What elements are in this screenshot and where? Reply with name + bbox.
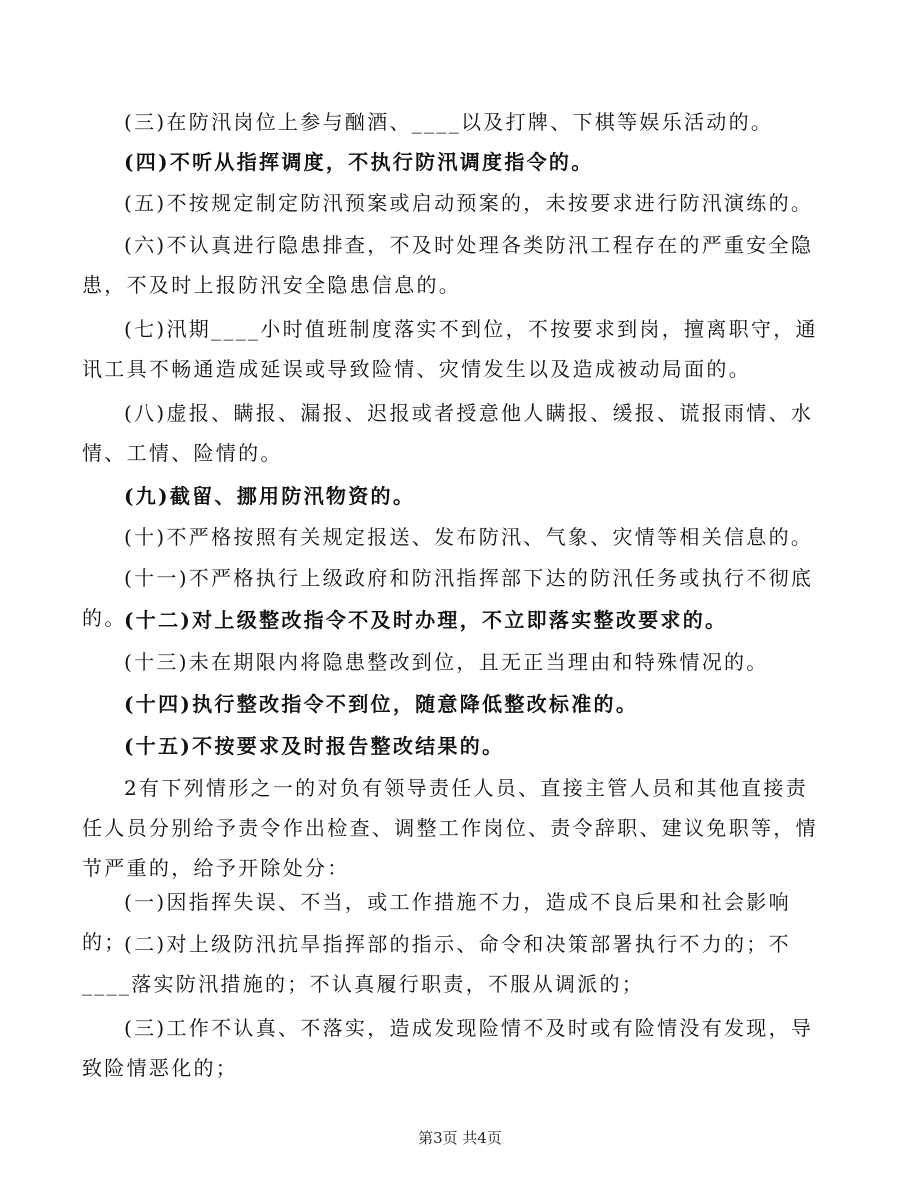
paragraph-item-3-drinking: (三)在防汛岗位上参与酗酒、____以及打牌、下棋等娱乐活动的。 <box>124 110 774 134</box>
paragraph-sub-2-execution: (二)对上级防汛抗旱指挥部的指示、命令和决策部署执行不力的；不____落实防汛措施的；不认真履行职责，不服从调派的； <box>82 932 791 996</box>
paragraph-sub-3-negligence: (三)工作不认真、不落实，造成发现险情不及时或有险情没有发现，导致险情恶化的； <box>82 1016 814 1080</box>
paragraph-item-8-report: (八)虚报、瞒报、漏报、迟报或者授意他人瞒报、缓报、谎报雨情、水情、工情、险情的。 <box>82 401 814 465</box>
paragraph-sub-1-command-error: (一)因指挥失误、不当，或工作措施不力，造成不良后果和社会影响的； <box>82 890 791 954</box>
paragraph-item-10-info: (十)不严格按照有关规定报送、发布防汛、气象、灾情等相关信息的。 <box>124 525 814 549</box>
paragraph-item-5-plan: (五)不按规定制定防汛预案或启动预案的，未按要求进行防汛演练的。 <box>124 191 814 215</box>
paragraph-item-6-hazard: (六)不认真进行隐患排查，不及时处理各类防汛工程存在的严重安全隐患，不及时上报防汛安全隐患信息的。 <box>82 233 814 297</box>
paragraph-section-2-intro: 2有下列情形之一的对负有领导责任人员、直接主管人员和其他直接责任人员分别给予责令作出检查、调整工作岗位、责令辞职、建议免职等，情节严重的，给予开除处分： <box>82 776 818 880</box>
page-footer: 第3页 共4页 <box>418 1129 502 1147</box>
paragraph-item-15-result: (十五)不按要求及时报告整改结果的。 <box>124 734 505 758</box>
paragraph-item-13-deadline: (十三)未在期限内将隐患整改到位，且无正当理由和特殊情况的。 <box>124 650 769 674</box>
paragraph-item-11-tasks: (十一)不严格执行上级政府和防汛指挥部下达的防汛任务或执行不彻底的。 <box>82 566 814 630</box>
paragraph-item-14-standard: (十四)执行整改指令不到位，随意降低整改标准的。 <box>124 692 639 716</box>
paragraph-item-12-rectify: (十二)对上级整改指令不及时办理，不立即落实整改要求的。 <box>124 608 728 632</box>
paragraph-item-7-duty: (七)汛期____小时值班制度落实不到位，不按要求到岗，擅离职守，通讯工具不畅通造成延误或导致险情、灾情发生以及造成被动局面的。 <box>82 317 818 381</box>
paragraph-item-9-supplies: (九)截留、挪用防汛物资的。 <box>124 484 416 508</box>
paragraph-item-4-command: (四)不听从指挥调度，不执行防汛调度指令的。 <box>124 150 594 174</box>
